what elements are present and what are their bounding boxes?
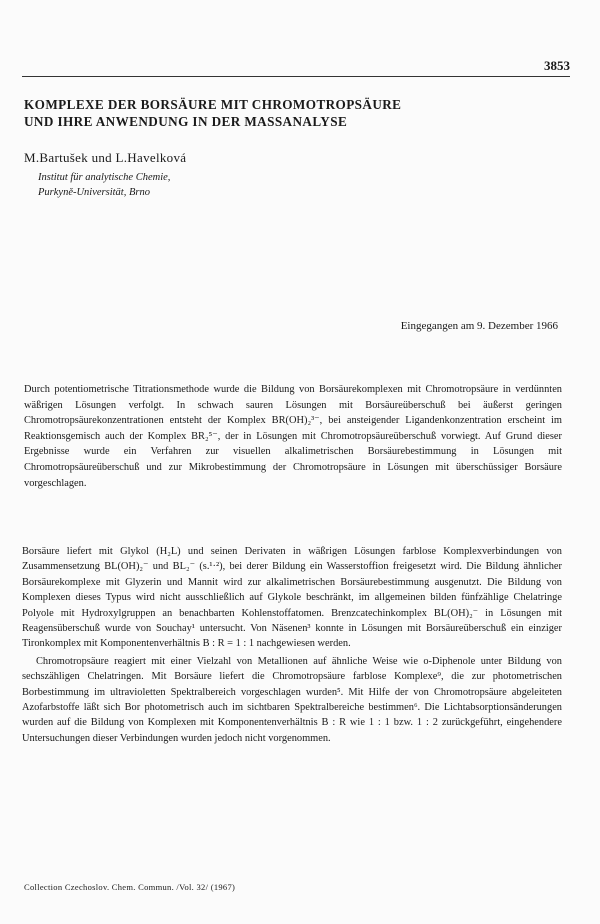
- page-number: 3853: [544, 58, 570, 73]
- affiliation-line-2: Purkyně-Universität, Brno: [38, 187, 150, 198]
- affiliation: [38, 170, 170, 200]
- affiliation-line-1: Institut für analytische Chemie,: [38, 172, 171, 183]
- received-date: Eingegangen am 9. Dezember 1966: [400, 320, 558, 332]
- body-text: [22, 544, 562, 746]
- header-rule: [22, 76, 570, 77]
- article-title: [24, 96, 564, 130]
- authors: M.Bartušek und L.Havelková: [24, 150, 187, 165]
- title-line-2: UND IHRE ANWENDUNG IN DER MASSANALYSE: [24, 114, 348, 129]
- abstract: Durch potentiometrische Titrationsmethode wurde die Bildung von Borsäurekomplexen mit Chromotropsäure in verdünnten wäßrigen Lösungen verfolgt. In schwach sauren Lösungen mit Borsäureüberschuß bei äußerst geringen Chromotropsäurekonzentrationen entsteht der Komplex BR(OH)₂³⁻, bei ansteigender Ligandenkonzentration erscheint im Reaktionsgemisch auch der Komplex BR₂⁵⁻, der in Lösungen mit Chromotropsäureüberschuß vorwiegt. Auf Grund dieser Ergebnisse wurde ein Verfahren zur visuellen alkalimetrischen Borsäurebestimmung in Lösungen mit Chromotropsäureüberschuß und zur Mikrobestimmung der Chromotropsäure in Lösungen mit überschüssiger Borsäure vorgeschlagen.: [24, 384, 562, 489]
- title-line-1: KOMPLEXE DER BORSÄURE MIT CHROMOTROPSÄURE: [24, 97, 402, 112]
- body-paragraph-2: Chromotropsäure reagiert mit einer Vielzahl von Metallionen auf ähnliche Weise wie o-Diphenole unter Bildung von sechszähligen Chelatringen. Mit Borsäure liefert die Chromotropsäure farblose Komplexe⁹, die zur photometrischen Borbestimmung im ultravioletten Spektralbereich vorgeschlagen wurden⁵. Mit Hilfe der von Chromotropsäure abgeleiteten Azofarbstoffe läßt sich Bor photometrisch auch im sichtbaren Spektralbereiche bestimmen⁶. Die Lichtabsorptionsänderungen wurden auf die Bildung von Komplexen mit Komponentenverhältnis B : R wie 1 : 1 bzw. 1 : 2 zurückgeführt, eingehendere Untersuchungen dieser Verbindungen wurden jedoch nicht vorgenommen.: [22, 655, 562, 744]
- body-paragraph-1: Borsäure liefert mit Glykol (H₂L) und seinen Derivaten in wäßrigen Lösungen farblose Komplexverbindungen von Zusammensetzung BL(OH)₂⁻ und BL₂⁻ (s.¹·²), bei derer Bildung ein Wasserstoffion freigesetzt wird. Die Bildung ähnlicher Borsäurekomplexe mit Glyzerin und Mannit wird zur alkalimetrischen Borsäurebestimmung ausgenutzt. Die Bildung von Komplexen dieses Typus wird nicht ausschließlich auf Glykole beschränkt, im allgemeinen bilden fünfzählige Chelatringe Polyole mit Hydroxylgruppen an benachbarten Kohlenstoffatomen. Brenzcatechinkomplex BL(OH)₂⁻ in Lösungen mit Reagensüberschuß wurde von Souchay¹ untersucht. Von Näsenen³ konnte in Lösungen mit Borsäureüberschuß ein einziger Tironkomplex mit Komponentenverhältnis B : R = 1 : 1 nachgewiesen werden.: [22, 546, 562, 650]
- journal-footer: Collection Czechoslov. Chem. Commun. /Vol. 32/ (1967): [24, 882, 236, 892]
